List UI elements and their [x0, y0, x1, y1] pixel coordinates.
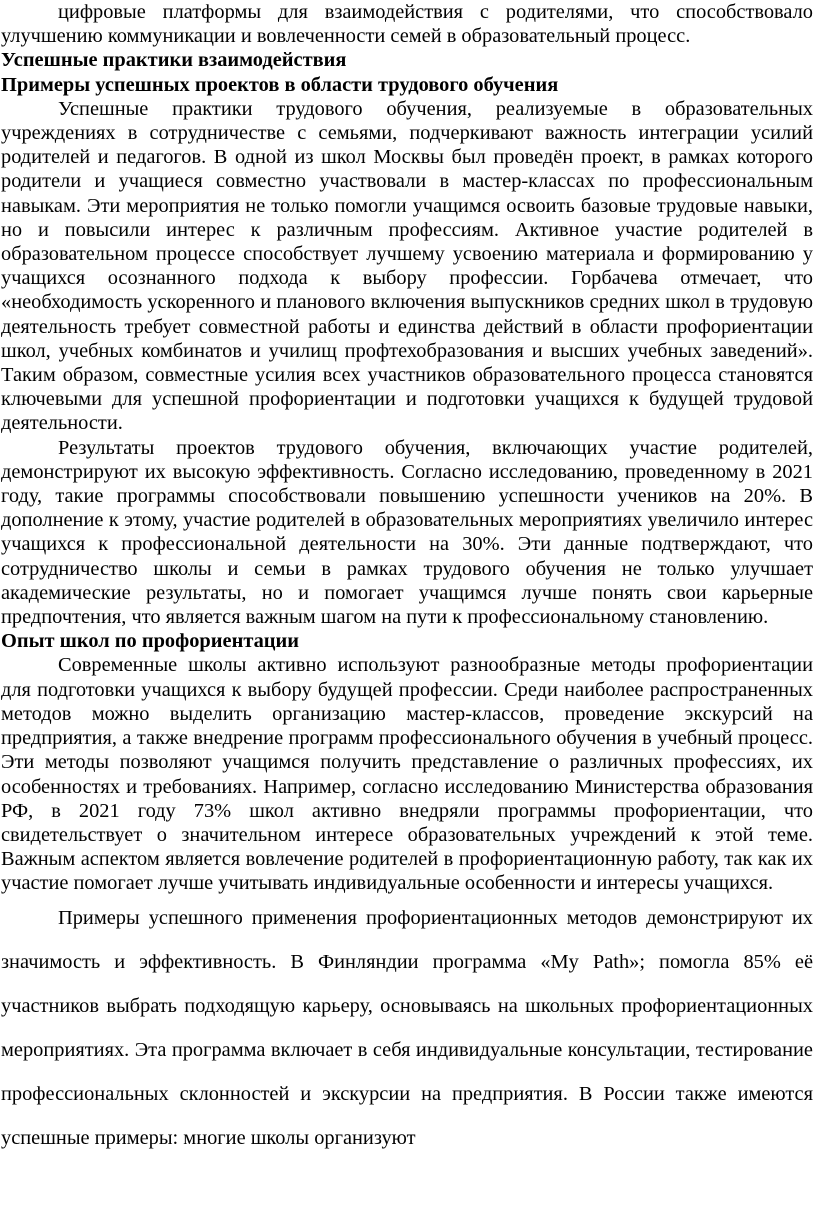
- paragraph-labor-results: Результаты проектов трудового обучения, включающих участие родителей, демонстрируют их высокую эффективность. Согласно исследованию, проведенному в 2021 году, такие программы способствовали повышению успешности учеников на 20%. В дополнение к этому, участие родителей в образовательных мероприятиях увеличило интерес учащихся к профессиональной деятельности на 30%. Эти данные подтверждают, что сотрудничество школы и семьи в рамках трудового обучения не только улучшает академические результаты, но и помогает учащимся лучше понять свои карьерные предпочтения, что является важным шагом на пути к профессиональному становлению.: [1, 436, 813, 629]
- subsection-heading-career-guidance: Опыт школ по профориентации: [1, 630, 300, 653]
- section-heading: Успешные практики взаимодействия: [1, 49, 347, 72]
- paragraph-labor-practices: Успешные практики трудового обучения, реализуемые в образовательных учреждениях в сотрудничестве с семьями, подчеркивают важность интеграции усилий родителей и педагогов. В одной из школ Москвы был проведён проект, в рамках которого родители и учащиеся совместно участвовали в мастер-классах по профессиональным навыкам. Эти мероприятия не только помогли учащимся освоить базовые трудовые навыки, но и повысили интерес к различным профессиям. Активное участие родителей в образовательном процессе способствует лучшему усвоению материала и формированию у учащихся осознанного подхода к выбору профессии. Горбачева отмечает, что «необходимость ускоренного и планового включения выпускников средних школ в трудовую деятельность требует совместной работы и единства действий в области профориентации школ, учебных комбинатов и училищ профтехобразования и высших учебных заведений». Таким образом, совместные усилия всех участников образовательного процесса становятся ключевыми для успешной профориентации и подготовки учащихся к будущей трудовой деятельности.: [1, 97, 813, 435]
- paragraph-career-examples: Примеры успешного применения профориентационных методов демонстрируют их значимость и эффективность. В Финляндии программа «My Path»; помогла 85% её участников выбрать подходящую карьеру, основываясь на школьных профориентационных мероприятиях. Эта программа включает в себя индивидуальные консультации, тестирование профессиональных склонностей и экскурсии на предприятия. В России также имеются успешные примеры: многие школы организуют: [1, 906, 813, 1149]
- paragraph-career-methods: Современные школы активно используют разнообразные методы профориентации для подготовки учащихся к выбору будущей профессии. Среди наиболее распространенных методов можно выделить организацию мастер-классов, проведение экскурсий на предприятия, а также внедрение программ профессионального обучения в учебный процесс. Эти методы позволяют учащимся получить представление о различных профессиях, их особенностях и требованиях. Например, согласно исследованию Министерства образования РФ, в 2021 году 73% школ активно внедряли программы профориентации, что свидетельствует о значительном интересе образовательных учреждений к этой теме. Важным аспектом является вовлечение родителей в профориентационную работу, так как их участие помогает лучше учитывать индивидуальные особенности и интересы учащихся.: [1, 654, 813, 895]
- intro-paragraph-fragment: цифровые платформы для взаимодействия с родителями, что способствовало улучшению коммуникации и вовлеченности семей в образовательный процесс.: [1, 1, 813, 48]
- subsection-heading-labor-projects: Примеры успешных проектов в области трудового обучения: [1, 73, 559, 96]
